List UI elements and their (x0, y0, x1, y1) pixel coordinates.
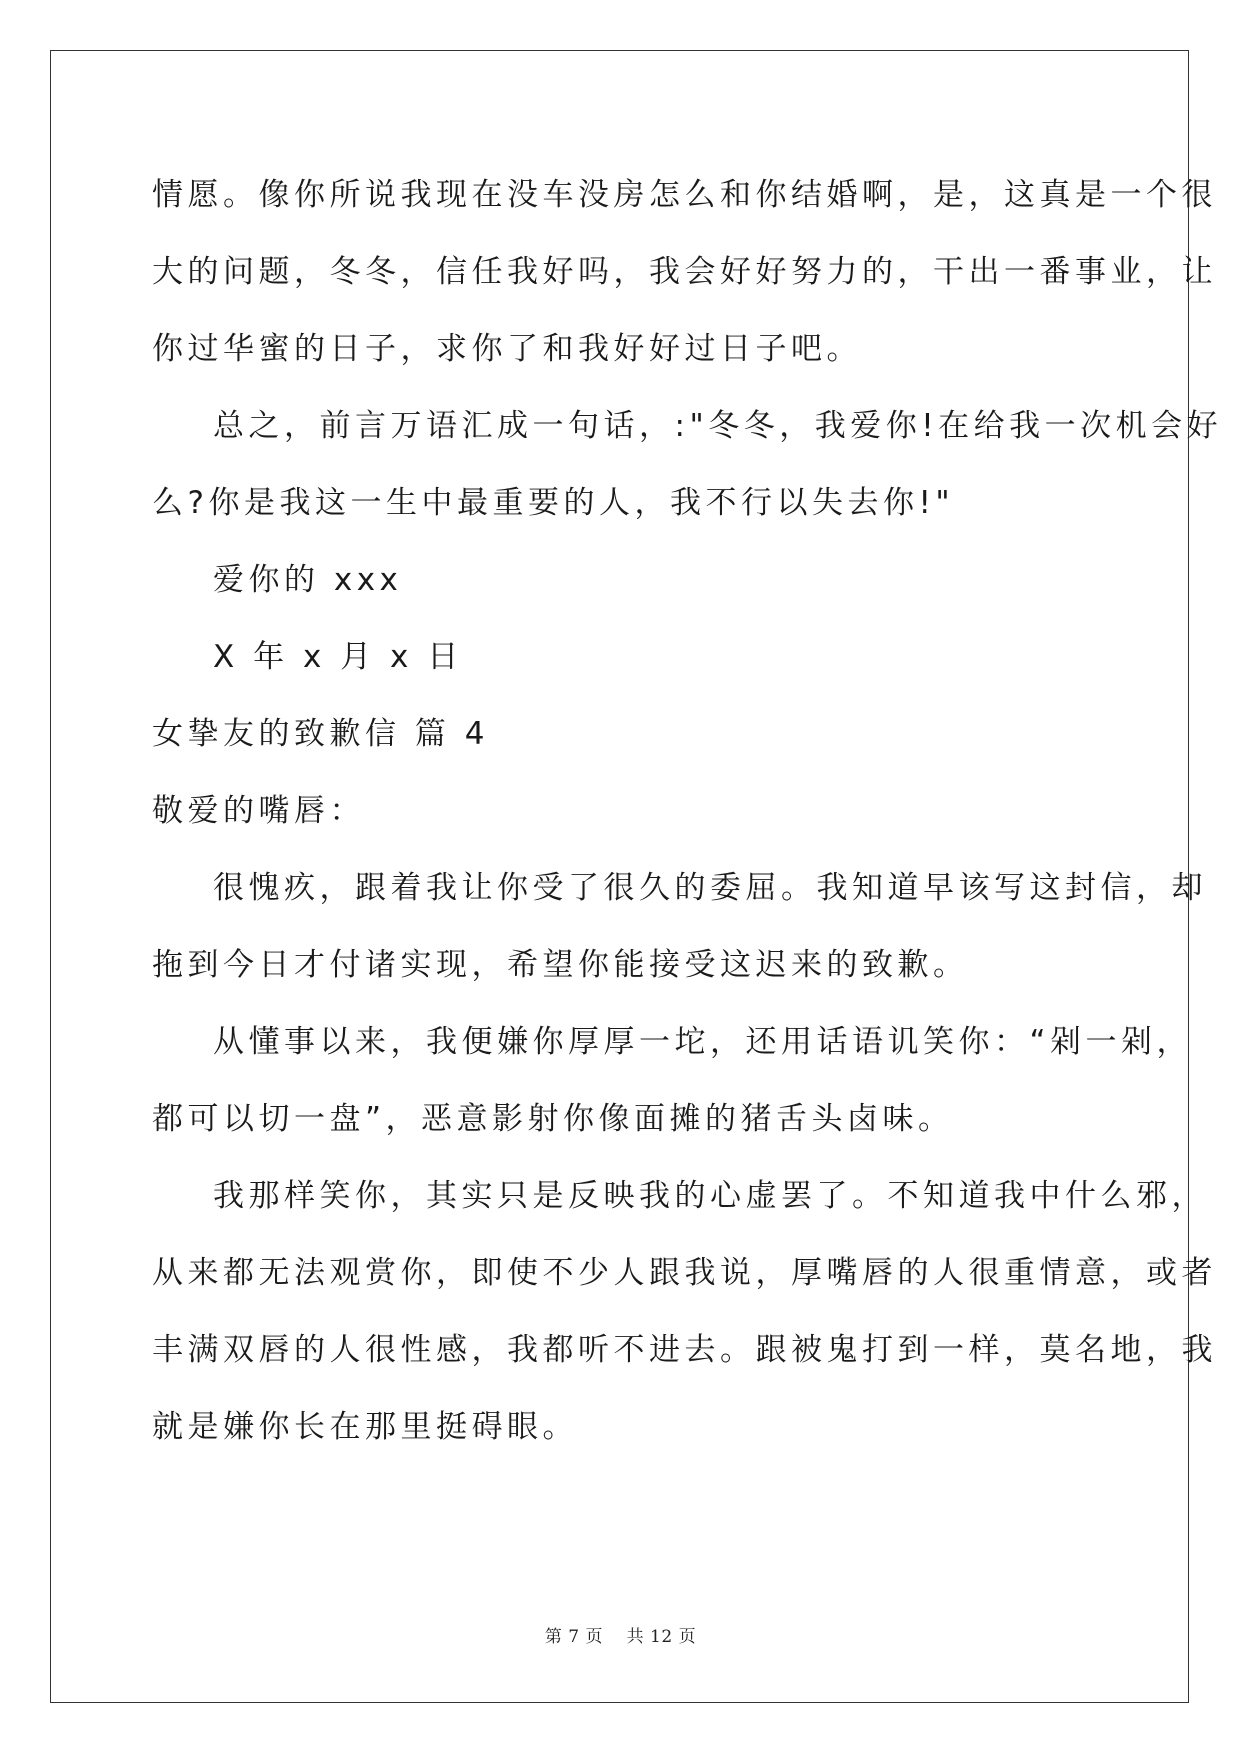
paragraph-line: 你过华蜜的日子，求你了和我好好过日子吧。 (152, 331, 862, 367)
paragraph-line: 丰满双唇的人很性感，我都听不进去。跟被鬼打到一样，莫名地，我 (152, 1332, 1217, 1368)
signature-line: 爱你的 xxx (213, 562, 403, 598)
paragraph-line: 总之，前言万语汇成一句话，:"冬冬，我爱你!在给我一次机会好 (213, 408, 1223, 444)
paragraph-line: 情愿。像你所说我现在没车没房怎么和你结婚啊，是，这真是一个很 (152, 177, 1217, 213)
paragraph-line: 很愧疚，跟着我让你受了很久的委屈。我知道早该写这封信，却 (213, 870, 1207, 906)
page-footer (0, 1622, 1241, 1647)
paragraph-line: 从来都无法观赏你，即使不少人跟我说，厚嘴唇的人很重情意，或者 (152, 1255, 1217, 1291)
page-number: 第 7 页 (544, 1627, 604, 1647)
document-body (152, 157, 1223, 1466)
paragraph-line: 从懂事以来，我便嫌你厚厚一坨，还用话语讥笑你：“剁一剁， (213, 1024, 1193, 1060)
paragraph-line: 么?你是我这一生中最重要的人，我不行以失去你!" (152, 485, 955, 521)
paragraph-line: 我那样笑你，其实只是反映我的心虚罢了。不知道我中什么邪， (213, 1178, 1207, 1214)
section-heading: 女挚友的致歉信 篇 4 (152, 716, 489, 752)
date-line: X 年 x 月 x 日 (213, 639, 463, 675)
paragraph-line: 拖到今日才付诸实现，希望你能接受这迟来的致歉。 (152, 947, 969, 983)
page-total: 共 12 页 (626, 1627, 697, 1647)
salutation-line: 敬爱的嘴唇： (152, 793, 365, 829)
paragraph-line: 就是嫌你长在那里挺碍眼。 (152, 1409, 578, 1445)
paragraph-line: 都可以切一盘”，恶意影射你像面摊的猪舌头卤味。 (152, 1101, 954, 1137)
paragraph-line: 大的问题，冬冬，信任我好吗，我会好好努力的，干出一番事业，让 (152, 254, 1217, 290)
